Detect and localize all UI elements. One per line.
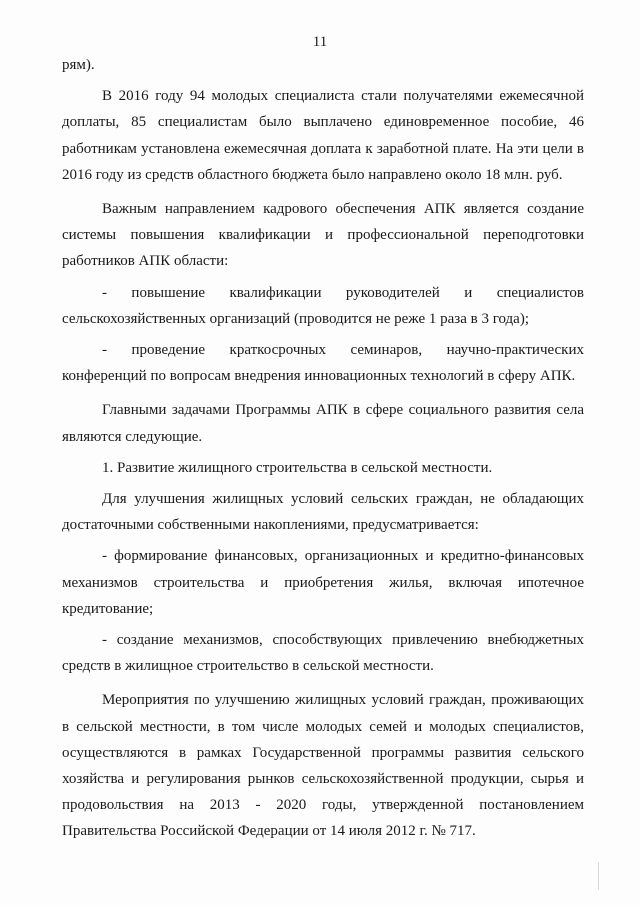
paragraph-state-program: Мероприятия по улучшению жилищных условий граждан, проживающих в сельской местности, в том числе молодых семей и молодых специалистов, осуществляются в рамках Государственной программы развития сельского хозяйства и регулирования рынков сельскохозяйственной продукции, сырья и продовольствия на 2013 - 2020 годы, утвержденной постановлением Правительства Российской Федерации от 14 июля 2012 г. № 717. (62, 692, 584, 840)
list-item-extrabudgetary: - создание механизмов, способствующих привлечению внебюджетных средств в жилищное строительство в сельской местности. (62, 632, 584, 675)
paragraph-young-specialists: В 2016 году 94 молодых специалиста стали получателями ежемесячной доплаты, 85 специалистам было выплачено единовременное пособие, 46 работникам установлена ежемесячная доплата к заработной плате. На эти цели в 2016 году из средств областного бюджета было направлено около 18 млн. руб. (62, 88, 584, 183)
paragraph-main-tasks: Главными задачами Программы АПК в сфере социального развития села являются следующие. (62, 402, 584, 445)
list-item-mechanisms: - формирование финансовых, организационных и кредитно-финансовых механизмов строительства и приобретения жилья, включая ипотечное кредитование; (62, 548, 584, 617)
paragraph-continuation: рям). (62, 57, 95, 73)
page-number: 11 (312, 34, 328, 50)
list-item-seminars: - проведение краткосрочных семинаров, научно-практических конференций по вопросам внедрения инновационных технологий в сферу АПК. (62, 342, 584, 385)
scan-edge-mark (598, 862, 599, 890)
paragraph-training-system: Важным направлением кадрового обеспечения АПК является создание системы повышения квалификации и профессиональной переподготовки работников АПК области: (62, 201, 584, 270)
paragraph-housing-conditions: Для улучшения жилищных условий сельских граждан, не обладающих достаточными собственными накоплениями, предусматривается: (62, 491, 584, 534)
paragraph-housing-heading: 1. Развитие жилищного строительства в сельской местности. (102, 459, 493, 476)
body-text (62, 52, 584, 845)
list-item-qualification: - повышение квалификации руководителей и специалистов сельскохозяйственных организаций (проводится не реже 1 раза в 3 года); (62, 284, 584, 327)
